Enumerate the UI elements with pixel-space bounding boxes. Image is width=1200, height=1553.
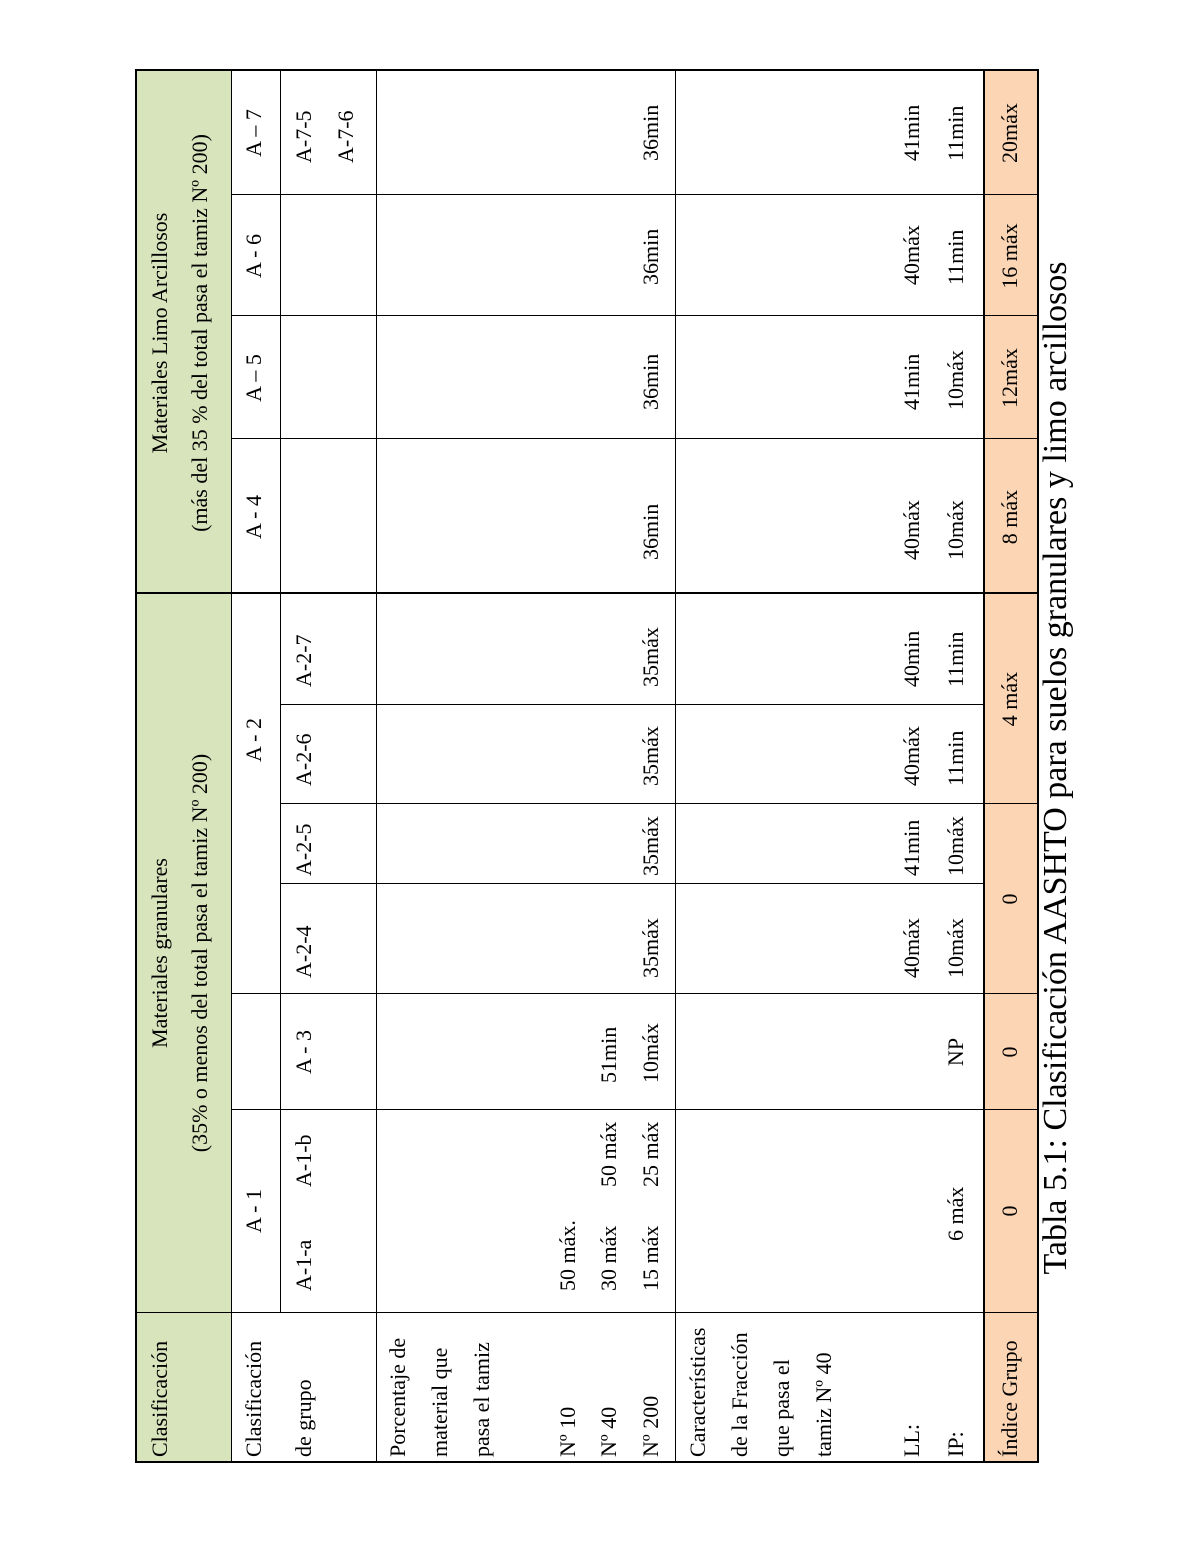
group-a27: A-2-7: [291, 634, 316, 687]
a5-ip: 10máx: [943, 350, 968, 410]
vline-a6: [231, 194, 1039, 195]
row-label-indice-grupo: Índice Grupo: [997, 1340, 1022, 1457]
a6-ll: 40máx: [899, 225, 924, 285]
vline-a26: [280, 704, 983, 705]
group-a1a: A-1-a: [291, 1239, 316, 1291]
vline-section-split: [135, 592, 1039, 594]
group-a1: A - 1: [241, 1189, 266, 1233]
a5-n200: 36min: [638, 353, 663, 410]
a7-ig: 20máx: [997, 103, 1022, 163]
row-label-n40: Nº 40: [596, 1406, 621, 1457]
group-a6: A - 6: [241, 234, 266, 278]
group-a5: A – 5: [241, 354, 266, 402]
table-top-border: [135, 69, 137, 1463]
a6-n200: 36min: [638, 228, 663, 285]
a4-ip: 10máx: [943, 500, 968, 560]
a7-n200: 36min: [638, 104, 663, 161]
a25-ip: 10máx: [943, 816, 968, 876]
table-right-border: [135, 69, 1039, 71]
group-a76: A-7-6: [333, 110, 358, 163]
vline-a25: [280, 803, 1039, 804]
a3-n40: 51min: [596, 1026, 621, 1083]
group-a4: A - 4: [241, 495, 266, 539]
row-label-tamiz-40: tamiz Nº 40: [811, 1352, 836, 1457]
row-label-n200: Nº 200: [638, 1395, 663, 1457]
line-body-bottom: [983, 69, 985, 1463]
header-limo-title: Materiales Limo Arcillosos: [147, 212, 172, 454]
a1a-n10: 50 máx.: [555, 1220, 580, 1291]
vline-a5: [231, 315, 1039, 316]
group-a24: A-2-4: [291, 925, 316, 978]
header-clasificacion: Clasificación: [147, 1340, 172, 1457]
vline-a24: [280, 883, 983, 884]
a1b-n200: 25 máx: [638, 1121, 663, 1187]
table-caption: Tabla 5.1: Clasificación AASHTO para suelos granulares y limo arcillosos: [1037, 261, 1074, 1275]
row-label-de-grupo: de grupo: [291, 1379, 316, 1457]
vline-a3: [231, 993, 1039, 994]
group-a25: A-2-5: [291, 823, 316, 876]
a1-ig: 0: [997, 1205, 1022, 1217]
a27-ll: 40min: [899, 630, 924, 687]
table-left-border: [135, 1461, 1039, 1463]
a24-ll: 40máx: [899, 918, 924, 978]
a2-67-ig: 4 máx: [997, 671, 1022, 727]
group-a7: A – 7: [241, 109, 266, 157]
a3-n200: 10máx: [638, 1023, 663, 1083]
line-header-bottom: [231, 69, 232, 1463]
caption-wrap: [1034, 78, 1078, 1458]
group-a1b: A-1-b: [291, 1134, 316, 1187]
line-group-bottom: [376, 69, 377, 1463]
row-label-caracteristicas: Características: [685, 1327, 710, 1457]
a3-ip: NP: [943, 1037, 968, 1067]
row-label-clasificacion: Clasificación: [241, 1340, 266, 1457]
group-a26: A-2-6: [291, 733, 316, 786]
header-limo-sub: (más del 35 % del total pasa el tamiz Nº 200): [187, 134, 212, 532]
line-porcentaje-bottom: [675, 69, 676, 1463]
line-group-split: [280, 69, 281, 1313]
vline-label: [135, 1312, 1039, 1313]
group-a75: A-7-5: [291, 110, 316, 163]
a4-n200: 36min: [638, 503, 663, 560]
header-granular-title: Materiales granulares: [147, 858, 172, 1048]
rotated-page: [135, 69, 1045, 1463]
a7-ll: 41min: [899, 104, 924, 161]
a27-ip: 11min: [943, 631, 968, 687]
row-label-que-pasa: que pasa el: [769, 1359, 794, 1457]
a7-ip: 11min: [943, 105, 968, 161]
vline-a1: [231, 1109, 1039, 1110]
a1a-n200: 15 máx: [638, 1225, 663, 1291]
a27-n200: 35máx: [638, 627, 663, 687]
row-label-ip: IP:: [943, 1431, 968, 1457]
a4-ig: 8 máx: [997, 489, 1022, 545]
row-label-ll: LL:: [899, 1424, 924, 1457]
a26-n200: 35máx: [638, 726, 663, 786]
a5-ig: 12máx: [997, 348, 1022, 408]
a6-ig: 16 máx: [997, 223, 1022, 289]
row-label-pasa-tamiz: pasa el tamiz: [469, 1342, 494, 1457]
vline-a4: [231, 438, 1039, 439]
group-a2: A - 2: [241, 718, 266, 762]
a26-ip: 11min: [943, 730, 968, 786]
a5-ll: 41min: [899, 353, 924, 410]
group-a3: A - 3: [291, 1030, 316, 1074]
row-label-n10: Nº 10: [555, 1406, 580, 1457]
a1a-ip: 6 máx: [943, 1186, 968, 1241]
a1a-n40: 30 máx: [596, 1225, 621, 1291]
row-label-fraccion: de la Fracción: [727, 1332, 752, 1457]
a6-ip: 11min: [943, 229, 968, 285]
a3-ig: 0: [997, 1046, 1022, 1058]
row-label-material: material que: [427, 1347, 452, 1457]
header-granular-sub: (35% o menos del total pasa el tamiz Nº 200): [187, 753, 212, 1153]
a4-ll: 40máx: [899, 500, 924, 560]
a26-ll: 40máx: [899, 726, 924, 786]
a24-ip: 10máx: [943, 918, 968, 978]
a2-45-ig: 0: [997, 893, 1022, 905]
a24-n200: 35máx: [638, 918, 663, 978]
a1b-n40: 50 máx: [596, 1121, 621, 1187]
a25-ll: 41min: [899, 819, 924, 876]
row-label-porcentaje: Porcentaje de: [385, 1337, 410, 1457]
a25-n200: 35máx: [638, 816, 663, 876]
